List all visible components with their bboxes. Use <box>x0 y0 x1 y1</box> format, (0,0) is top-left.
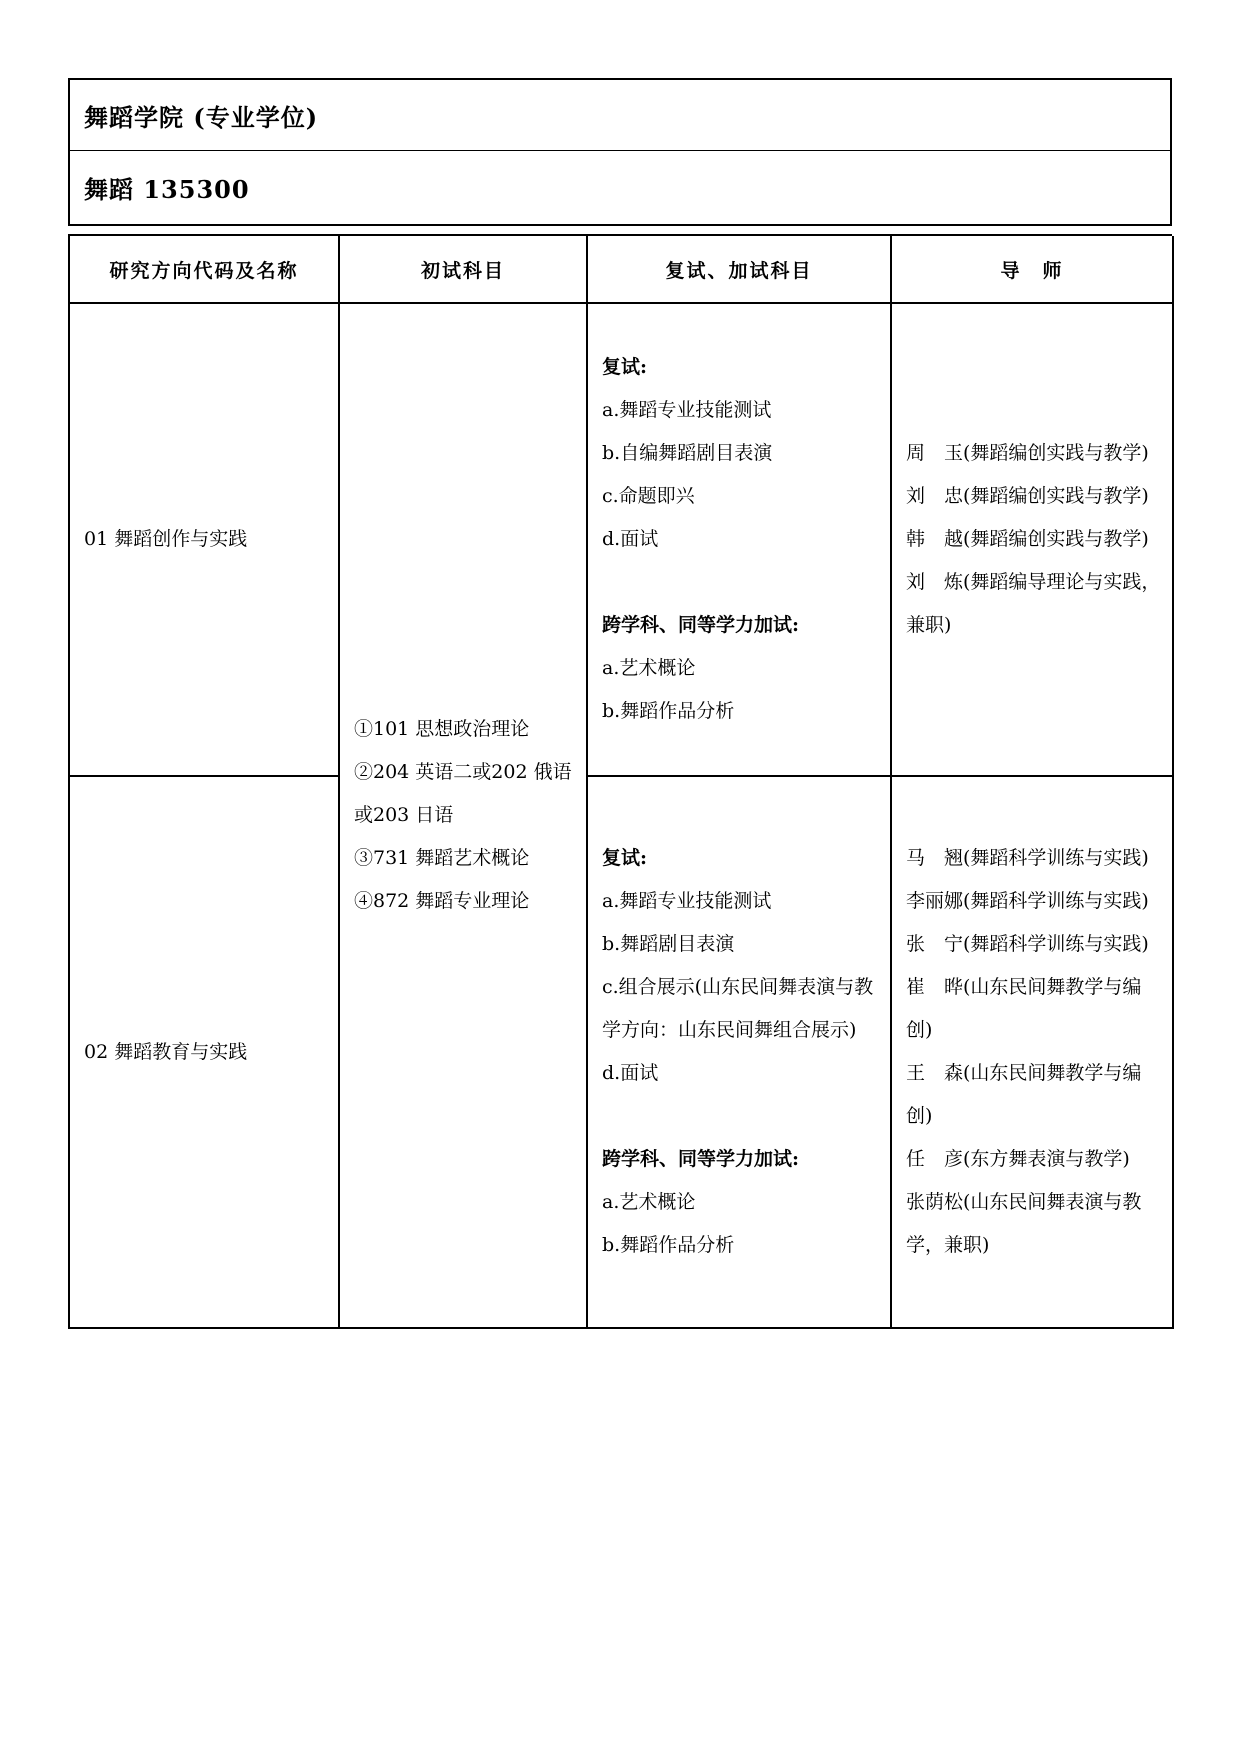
text-line: 张荫松(山东民间舞表演与教学，兼职) <box>906 1191 1142 1256</box>
initial-exam-subject-list <box>354 708 574 923</box>
text-line: d.面试 <box>602 528 659 550</box>
text-line: a.舞蹈专业技能测试 <box>602 890 772 912</box>
additional-test-item-list <box>602 647 878 733</box>
text-line: ②204 英语二或202 俄语或203 日语 <box>354 761 572 826</box>
text-line: d.面试 <box>602 1062 659 1084</box>
additional-test-label: 跨学科、同等学力加试: <box>602 614 800 636</box>
text-line: b.自编舞蹈剧目表演 <box>602 442 773 464</box>
direction-cell-02 <box>70 777 340 1329</box>
text-line: ①101 思想政治理论 <box>354 718 530 740</box>
text-line: b.舞蹈作品分析 <box>602 700 735 722</box>
retest-label: 复试: <box>602 847 648 869</box>
header-advisor: 导 师 <box>892 236 1174 304</box>
college-title: 舞蹈学院 (专业学位) <box>84 102 319 132</box>
text-line: c.命题即兴 <box>602 485 695 507</box>
text-line: 李丽娜(舞蹈科学训练与实践) <box>906 890 1149 912</box>
advisors-cell-01 <box>892 304 1174 777</box>
retest-item-list <box>602 880 878 1095</box>
text-line: a.舞蹈专业技能测试 <box>602 399 772 421</box>
retest-cell-02 <box>588 777 892 1329</box>
header-initial-exam: 初试科目 <box>340 236 588 304</box>
admissions-table-document <box>68 78 1172 1329</box>
text-line: 刘 炼(舞蹈编导理论与实践，兼职) <box>906 571 1161 636</box>
additional-test-item-list <box>602 1181 878 1267</box>
direction-label: 02 舞蹈教育与实践 <box>84 1040 248 1063</box>
text-line: 任 彦(东方舞表演与教学) <box>906 1148 1130 1170</box>
advisor-list <box>906 432 1162 647</box>
text-line: 韩 越(舞蹈编创实践与教学) <box>906 528 1149 550</box>
text-line: 崔 晔(山东民间舞教学与编创) <box>906 976 1142 1041</box>
text-line: 刘 忠(舞蹈编创实践与教学) <box>906 485 1149 507</box>
advisor-list <box>906 837 1162 1267</box>
text-line: 马 翘(舞蹈科学训练与实践) <box>906 847 1149 869</box>
additional-test-label: 跨学科、同等学力加试: <box>602 1148 800 1170</box>
initial-exam-cell <box>340 304 588 1329</box>
direction-cell-01 <box>70 304 340 777</box>
title-box <box>68 78 1172 226</box>
text-line: 张 宁(舞蹈科学训练与实践) <box>906 933 1149 955</box>
major-title: 舞蹈 135300 <box>70 150 1170 224</box>
retest-label: 复试: <box>602 356 648 378</box>
header-retest: 复试、加试科目 <box>588 236 892 304</box>
advisors-cell-02 <box>892 777 1174 1329</box>
direction-label: 01 舞蹈创作与实践 <box>84 528 248 550</box>
header-direction: 研究方向代码及名称 <box>70 236 340 304</box>
retest-item-list <box>602 389 878 561</box>
text-line: b.舞蹈作品分析 <box>602 1234 735 1256</box>
admissions-table <box>68 234 1172 1329</box>
text-line: 周 玉(舞蹈编创实践与教学) <box>906 442 1149 464</box>
spacer <box>68 226 1172 234</box>
retest-cell-01 <box>588 304 892 777</box>
text-line: c.组合展示(山东民间舞表演与教学方向：山东民间舞组合展示) <box>602 976 874 1041</box>
text-line: ④872 舞蹈专业理论 <box>354 890 530 912</box>
text-line: 王 森(山东民间舞教学与编创) <box>906 1062 1142 1127</box>
text-line: a.艺术概论 <box>602 657 696 679</box>
text-line: a.艺术概论 <box>602 1191 696 1213</box>
text-line: ③731 舞蹈艺术概论 <box>354 847 530 869</box>
text-line: b.舞蹈剧目表演 <box>602 933 735 955</box>
